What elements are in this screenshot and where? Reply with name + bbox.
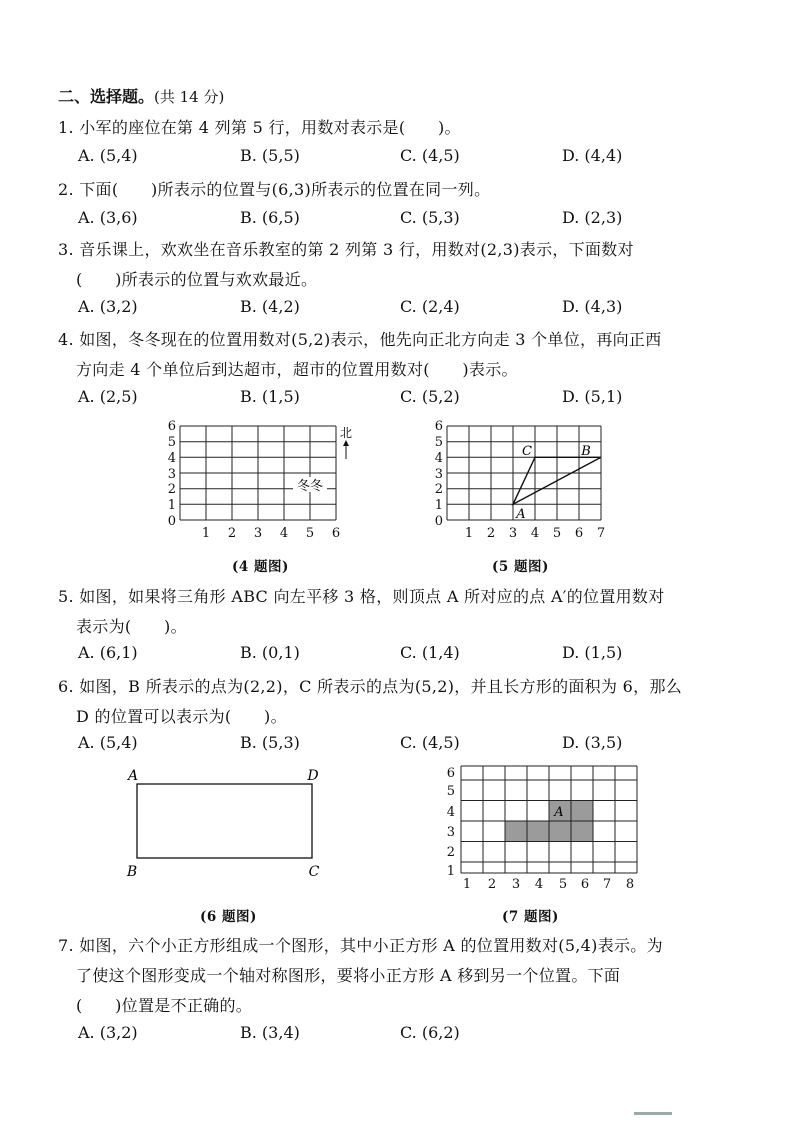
q7-option-b[interactable]: B. (3,4) — [240, 1023, 300, 1042]
fig7-x-tick: 8 — [625, 877, 635, 892]
fig5-y-tick: 4 — [434, 451, 443, 466]
section-points: (共 14 分) — [154, 88, 225, 106]
fig4-y-tick: 5 — [167, 435, 176, 450]
fig7-y-tick: 5 — [446, 784, 455, 799]
fig4-gridlines — [180, 426, 336, 520]
q1-option-c[interactable]: C. (4,5) — [400, 146, 460, 165]
q5-option-c[interactable]: C. (1,4) — [400, 643, 460, 662]
fig5-point-a-label: A — [516, 507, 526, 522]
question-2-text: 2. 下面( )所表示的位置与(6,3)所表示的位置在同一列。 — [58, 180, 491, 199]
fig5-point-c-label: C — [522, 444, 532, 459]
fig4-y-tick: 0 — [167, 514, 176, 529]
fig4-x-tick: 2 — [227, 526, 237, 541]
fig5-y-tick: 3 — [434, 467, 443, 482]
fig7-x-tick: 4 — [534, 877, 544, 892]
question-3-text-line2: ( )所表示的位置与欢欢最近。 — [76, 270, 318, 289]
q4-option-b[interactable]: B. (1,5) — [240, 387, 300, 406]
q7-option-c[interactable]: C. (6,2) — [400, 1023, 460, 1042]
figure-6-caption: (6 题图) — [200, 909, 257, 925]
fig5-y-tick: 1 — [434, 498, 443, 513]
question-4-text-line1: 4. 如图，冬冬现在的位置用数对(5,2)表示，他先向正北方向走 3 个单位，再向正西 — [58, 330, 662, 349]
fig7-x-tick: 5 — [558, 877, 568, 892]
fig4-x-tick: 1 — [201, 526, 211, 541]
fig5-x-tick: 2 — [486, 526, 496, 541]
fig7-x-tick: 7 — [602, 877, 612, 892]
q6-option-d[interactable]: D. (3,5) — [562, 733, 623, 752]
q3-option-c[interactable]: C. (2,4) — [400, 297, 460, 316]
fig5-x-tick: 3 — [508, 526, 518, 541]
q5-option-a[interactable]: A. (6,1) — [78, 643, 138, 662]
fig6-label-b: B — [126, 864, 138, 880]
q3-option-d[interactable]: D. (4,3) — [562, 297, 623, 316]
fig7-y-tick: 1 — [446, 864, 455, 879]
fig5-x-tick: 4 — [530, 526, 540, 541]
fig4-x-tick: 3 — [253, 526, 263, 541]
question-1-text: 1. 小军的座位在第 4 列第 5 行，用数对表示是( )。 — [58, 118, 461, 137]
fig4-x-tick: 4 — [279, 526, 289, 541]
figure-7-caption: (7 题图) — [502, 909, 559, 925]
fig4-person-label: 冬冬 — [296, 479, 324, 494]
q3-option-a[interactable]: A. (3,2) — [78, 297, 138, 316]
fig4-x-tick: 5 — [305, 526, 315, 541]
fig5-x-tick: 6 — [574, 526, 584, 541]
fig5-y-tick: 0 — [434, 514, 443, 529]
figure-5-grid — [425, 415, 615, 550]
fig7-y-tick: 2 — [446, 845, 455, 860]
fig5-y-tick: 2 — [434, 482, 443, 497]
question-7-text-line1: 7. 如图，六个小正方形组成一个图形，其中小正方形 A 的位置用数对(5,4)表示。为 — [58, 936, 663, 955]
fig6-label-c: C — [308, 864, 320, 880]
fig5-x-tick: 1 — [464, 526, 474, 541]
q2-option-b[interactable]: B. (6,5) — [240, 208, 300, 227]
q6-option-a[interactable]: A. (5,4) — [78, 733, 138, 752]
fig5-x-tick: 5 — [552, 526, 562, 541]
north-arrow-icon — [343, 440, 349, 459]
figure-6-rectangle — [120, 762, 340, 887]
figure-4-caption: (4 题图) — [232, 559, 289, 575]
question-6-text-line2: D 的位置可以表示为( )。 — [76, 707, 287, 726]
q1-option-b[interactable]: B. (5,5) — [240, 146, 300, 165]
page-footer-mark — [634, 1112, 672, 1115]
fig7-y-tick: 3 — [446, 825, 455, 840]
q4-option-c[interactable]: C. (5,2) — [400, 387, 460, 406]
q2-option-d[interactable]: D. (2,3) — [562, 208, 623, 227]
question-3-text-line1: 3. 音乐课上，欢欢坐在音乐教室的第 2 列第 3 行，用数对(2,3)表示，下面数对 — [58, 240, 634, 259]
question-4-text-line2: 方向走 4 个单位后到达超市，超市的位置用数对( )表示。 — [76, 360, 518, 379]
question-5-text-line1: 5. 如图，如果将三角形 ABC 向左平移 3 格，则顶点 A 所对应的点 A′的位置用数对 — [58, 587, 665, 606]
q1-option-d[interactable]: D. (4,4) — [562, 146, 623, 165]
fig5-x-tick: 7 — [596, 526, 606, 541]
question-6-text-line1: 6. 如图，B 所表示的点为(2,2)，C 所表示的点为(5,2)，并且长方形的面积为 6，那么 — [58, 677, 683, 696]
question-7-text-line3: ( )位置是不正确的。 — [76, 996, 253, 1015]
fig4-y-tick: 2 — [167, 482, 176, 497]
fig4-y-tick: 4 — [167, 451, 176, 466]
fig4-y-tick: 3 — [167, 467, 176, 482]
figure-4-grid — [160, 415, 360, 550]
figure-7-grid — [435, 760, 645, 895]
q1-option-a[interactable]: A. (5,4) — [78, 146, 138, 165]
question-7-text-line2: 了使这个图形变成一个轴对称图形，要将小正方形 A 移到另一个位置。下面 — [76, 966, 621, 985]
fig7-x-tick: 1 — [462, 877, 472, 892]
fig4-north-label: 北 — [339, 426, 353, 440]
fig5-point-b-label: B — [581, 444, 591, 459]
fig4-y-tick: 1 — [167, 498, 176, 513]
q5-option-b[interactable]: B. (0,1) — [240, 643, 300, 662]
q4-option-d[interactable]: D. (5,1) — [562, 387, 623, 406]
q6-option-b[interactable]: B. (5,3) — [240, 733, 300, 752]
rectangle-abcd — [137, 784, 312, 858]
figure-5-caption: (5 题图) — [492, 559, 549, 575]
fig5-y-tick: 5 — [434, 435, 443, 450]
q6-option-c[interactable]: C. (4,5) — [400, 733, 460, 752]
fig7-x-tick: 3 — [511, 877, 521, 892]
fig4-y-tick: 6 — [167, 419, 176, 434]
fig6-label-d: D — [307, 768, 319, 784]
fig5-y-tick: 6 — [434, 419, 443, 434]
q2-option-a[interactable]: A. (3,6) — [78, 208, 138, 227]
q3-option-b[interactable]: B. (4,2) — [240, 297, 300, 316]
fig7-gridlines — [461, 766, 637, 873]
fig7-y-tick: 6 — [446, 766, 455, 781]
fig7-x-tick: 6 — [580, 877, 590, 892]
fig7-x-tick: 2 — [487, 877, 497, 892]
question-5-text-line2: 表示为( )。 — [76, 617, 187, 636]
fig7-square-a-label: A — [554, 805, 564, 820]
q2-option-c[interactable]: C. (5,3) — [400, 208, 460, 227]
section-title — [58, 84, 224, 107]
fig4-x-tick: 6 — [331, 526, 341, 541]
q4-option-a[interactable]: A. (2,5) — [78, 387, 138, 406]
fig6-label-a: A — [127, 768, 139, 784]
fig7-y-tick: 4 — [446, 805, 455, 820]
fig5-gridlines — [447, 426, 601, 520]
section-title-text: 二、选择题。 — [58, 87, 155, 106]
q7-option-a[interactable]: A. (3,2) — [78, 1023, 138, 1042]
q5-option-d[interactable]: D. (1,5) — [562, 643, 623, 662]
